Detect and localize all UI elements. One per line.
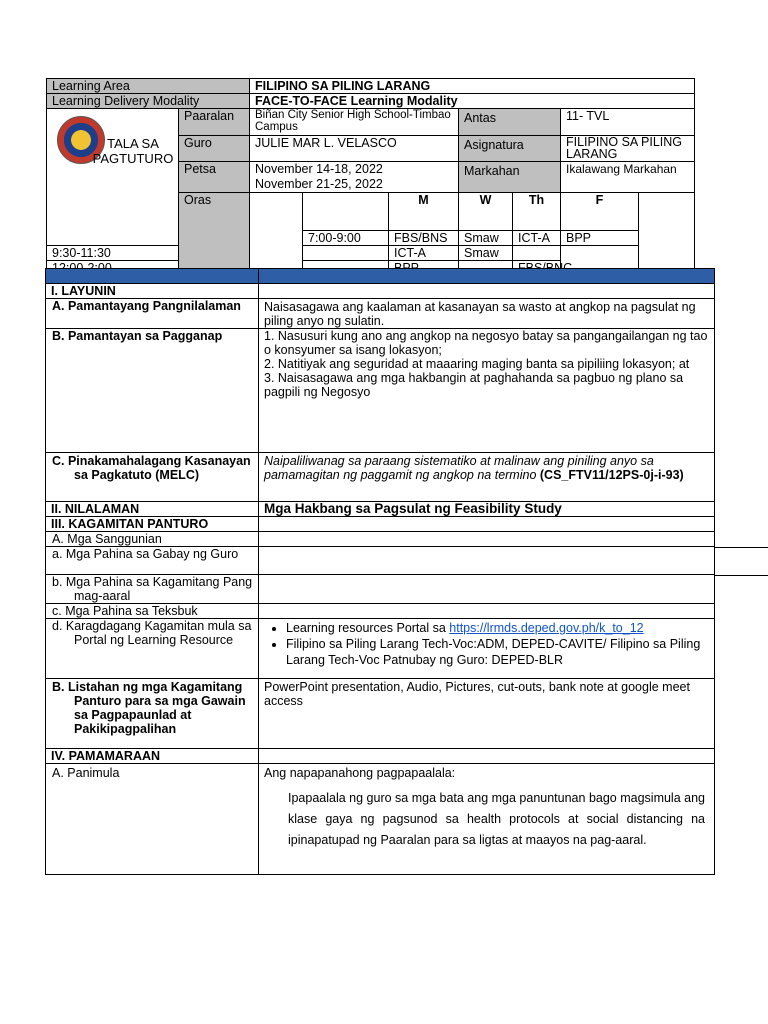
overflow-line <box>714 547 768 548</box>
resource-item <box>286 620 709 636</box>
gabay-label: a. Mga Pahina sa Gabay ng Guro <box>46 547 259 575</box>
asignatura-value: FILIPINO SA PILING LARANG <box>561 136 695 162</box>
layunin-heading: I. LAYUNIN <box>46 284 259 299</box>
kagamitan-heading: III. KAGAMITAN PANTURO <box>46 517 259 532</box>
tala-cell <box>47 109 179 246</box>
asignatura-label: Asignatura <box>459 136 561 162</box>
schedule-cell <box>303 246 389 261</box>
paaralan-label: Paaralan <box>179 109 250 136</box>
gabay-blank <box>259 547 715 575</box>
schedule-day-w: W <box>459 193 513 231</box>
antas-value: 11- TVL <box>561 109 695 136</box>
kagamitang-blank <box>259 575 715 604</box>
markahan-value: Ikalawang Markahan <box>561 162 695 193</box>
panimula-title: Ang napapanahong pagpapaalala: <box>264 766 456 780</box>
guro-label: Guro <box>179 136 250 162</box>
karagdagang-value <box>259 619 715 679</box>
schedule-cell: Smaw <box>459 246 513 261</box>
petsa-label: Petsa <box>179 162 250 193</box>
nilalaman-value: Mga Hakbang sa Pagsulat ng Feasibility Study <box>259 502 715 517</box>
sanggunian-blank <box>259 532 715 547</box>
kagamitang-label: b. Mga Pahina sa Kagamitang Pang mag-aaral <box>46 575 259 604</box>
teksbuk-label: c. Mga Pahina sa Teksbuk <box>46 604 259 619</box>
schedule-header-time <box>303 193 389 231</box>
petsa-date-1: November 14-18, 2022 <box>255 162 383 176</box>
listahan-value: PowerPoint presentation, Audio, Pictures, cut-outs, bank note at google meet access <box>259 679 715 749</box>
melc-code: (CS_FTV11/12PS-0j-i-93) <box>536 468 684 482</box>
pamamaraan-heading: IV. PAMAMARAAN <box>46 749 259 764</box>
tala-sa-pagtuturo: TALA SA PAGTUTURO <box>92 136 174 166</box>
schedule-time: 7:00-9:00 <box>303 231 389 246</box>
schedule-day-m: M <box>389 193 459 231</box>
sanggunian-label: A. Mga Sanggunian <box>46 532 259 547</box>
layunin-blank <box>259 284 715 299</box>
melc-value <box>259 453 715 502</box>
table-header-left <box>46 269 259 284</box>
resource-text: Learning resources Portal sa <box>286 621 450 635</box>
kagamitan-blank <box>259 517 715 532</box>
nilalaman-heading: II. NILALAMAN <box>46 502 259 517</box>
header-table <box>46 78 695 276</box>
schedule-cell: FBS/BNS <box>389 231 459 246</box>
melc-text: Naipaliliwanag sa paraang sistematiko at malinaw ang piniling anyo sa pamamagitan ng paggamit ng angkop na termino <box>264 454 654 482</box>
pagganap-item-3: 3. Naisasagawa ang mga hakbangin at paghahanda sa pagbuo ng plano sa pagpili ng Negosyo <box>264 371 684 399</box>
pamantayan-pagganap-value <box>259 329 715 453</box>
schedule-time: 9:30-11:30 <box>47 246 179 261</box>
pamantayang-pangnilalaman-value: Naisasagawa ang kaalaman at kasanayan sa wasto at angkop na pagsulat ng piling anyo ng sulatin. <box>259 299 715 329</box>
schedule-trailing-blank <box>639 193 695 276</box>
modality-label: Learning Delivery Modality <box>47 94 250 109</box>
markahan-label: Markahan <box>459 162 561 193</box>
schedule-day-f: F <box>561 193 639 231</box>
oras-blank <box>250 193 303 276</box>
resource-item: • Filipino sa Piling Larang Tech-Voc:ADM, DEPED-CAVITE/ Filipino sa Piling Larang Tech-Voc Patnubay ng Guro: DEPED-BLR <box>286 636 709 668</box>
schedule-day-th: Th <box>513 193 561 231</box>
paaralan-value: Biñan City Senior High School-Timbao Campus <box>250 109 459 136</box>
pamantayan-pagganap-label: B. Pamantayan sa Pagganap <box>46 329 259 453</box>
learning-area-value: FILIPINO SA PILING LARANG <box>250 79 695 94</box>
petsa-value <box>250 162 459 193</box>
lrmds-link[interactable]: https://lrmds.deped.gov.ph/k_to_12 <box>449 621 644 635</box>
pagganap-item-2: 2. Natitiyak ang seguridad at maaaring maging banta sa pipiliing lokasyon; at <box>264 357 690 371</box>
panimula-value <box>259 764 715 875</box>
pagganap-item-1: 1. Nasusuri kung ano ang angkop na negosyo batay sa pangangailangan ng tao o konsyumer sa isang lokasyon; <box>264 329 708 357</box>
petsa-date-2: November 21-25, 2022 <box>255 177 383 191</box>
pamamaraan-blank <box>259 749 715 764</box>
schedule-cell: BPP <box>561 231 639 246</box>
antas-label: Antas <box>459 109 561 136</box>
karagdagang-label: d. Karagdagang Kagamitan mula sa Portal ng Learning Resource <box>46 619 259 679</box>
oras-label: Oras <box>179 193 250 276</box>
panimula-text: Ipapaalala ng guro sa mga bata ang mga panuntunan bago magsimula ang klase gaya ng pagsunod sa health protocols at social distancing na ipinapatupad ng Paaralan para sa ligtas at maayos na pag-aaral. <box>288 791 705 847</box>
guro-value: JULIE MAR L. VELASCO <box>250 136 459 162</box>
schedule-cell: ICT-A <box>389 246 459 261</box>
modality-value: FACE-TO-FACE Learning Modality <box>250 94 695 109</box>
schedule-cell: Smaw <box>459 231 513 246</box>
pamantayang-pangnilalaman-label: A. Pamantayang Pangnilalaman <box>46 299 259 329</box>
melc-label: C. Pinakamahalagang Kasanayan sa Pagkatuto (MELC) <box>46 453 259 502</box>
table-header-right <box>259 269 715 284</box>
schedule-cell: ICT-A <box>513 231 561 246</box>
panimula-label: A. Panimula <box>46 764 259 875</box>
learning-area-label: Learning Area <box>47 79 250 94</box>
listahan-label: B. Listahan ng mga Kagamitang Panturo para sa mga Gawain sa Pagpapaunlad at Pakikipagpalihan <box>46 679 259 749</box>
lesson-plan-table <box>45 268 715 875</box>
teksbuk-blank <box>259 604 715 619</box>
schedule-cell <box>513 246 561 261</box>
overflow-line <box>714 575 768 576</box>
